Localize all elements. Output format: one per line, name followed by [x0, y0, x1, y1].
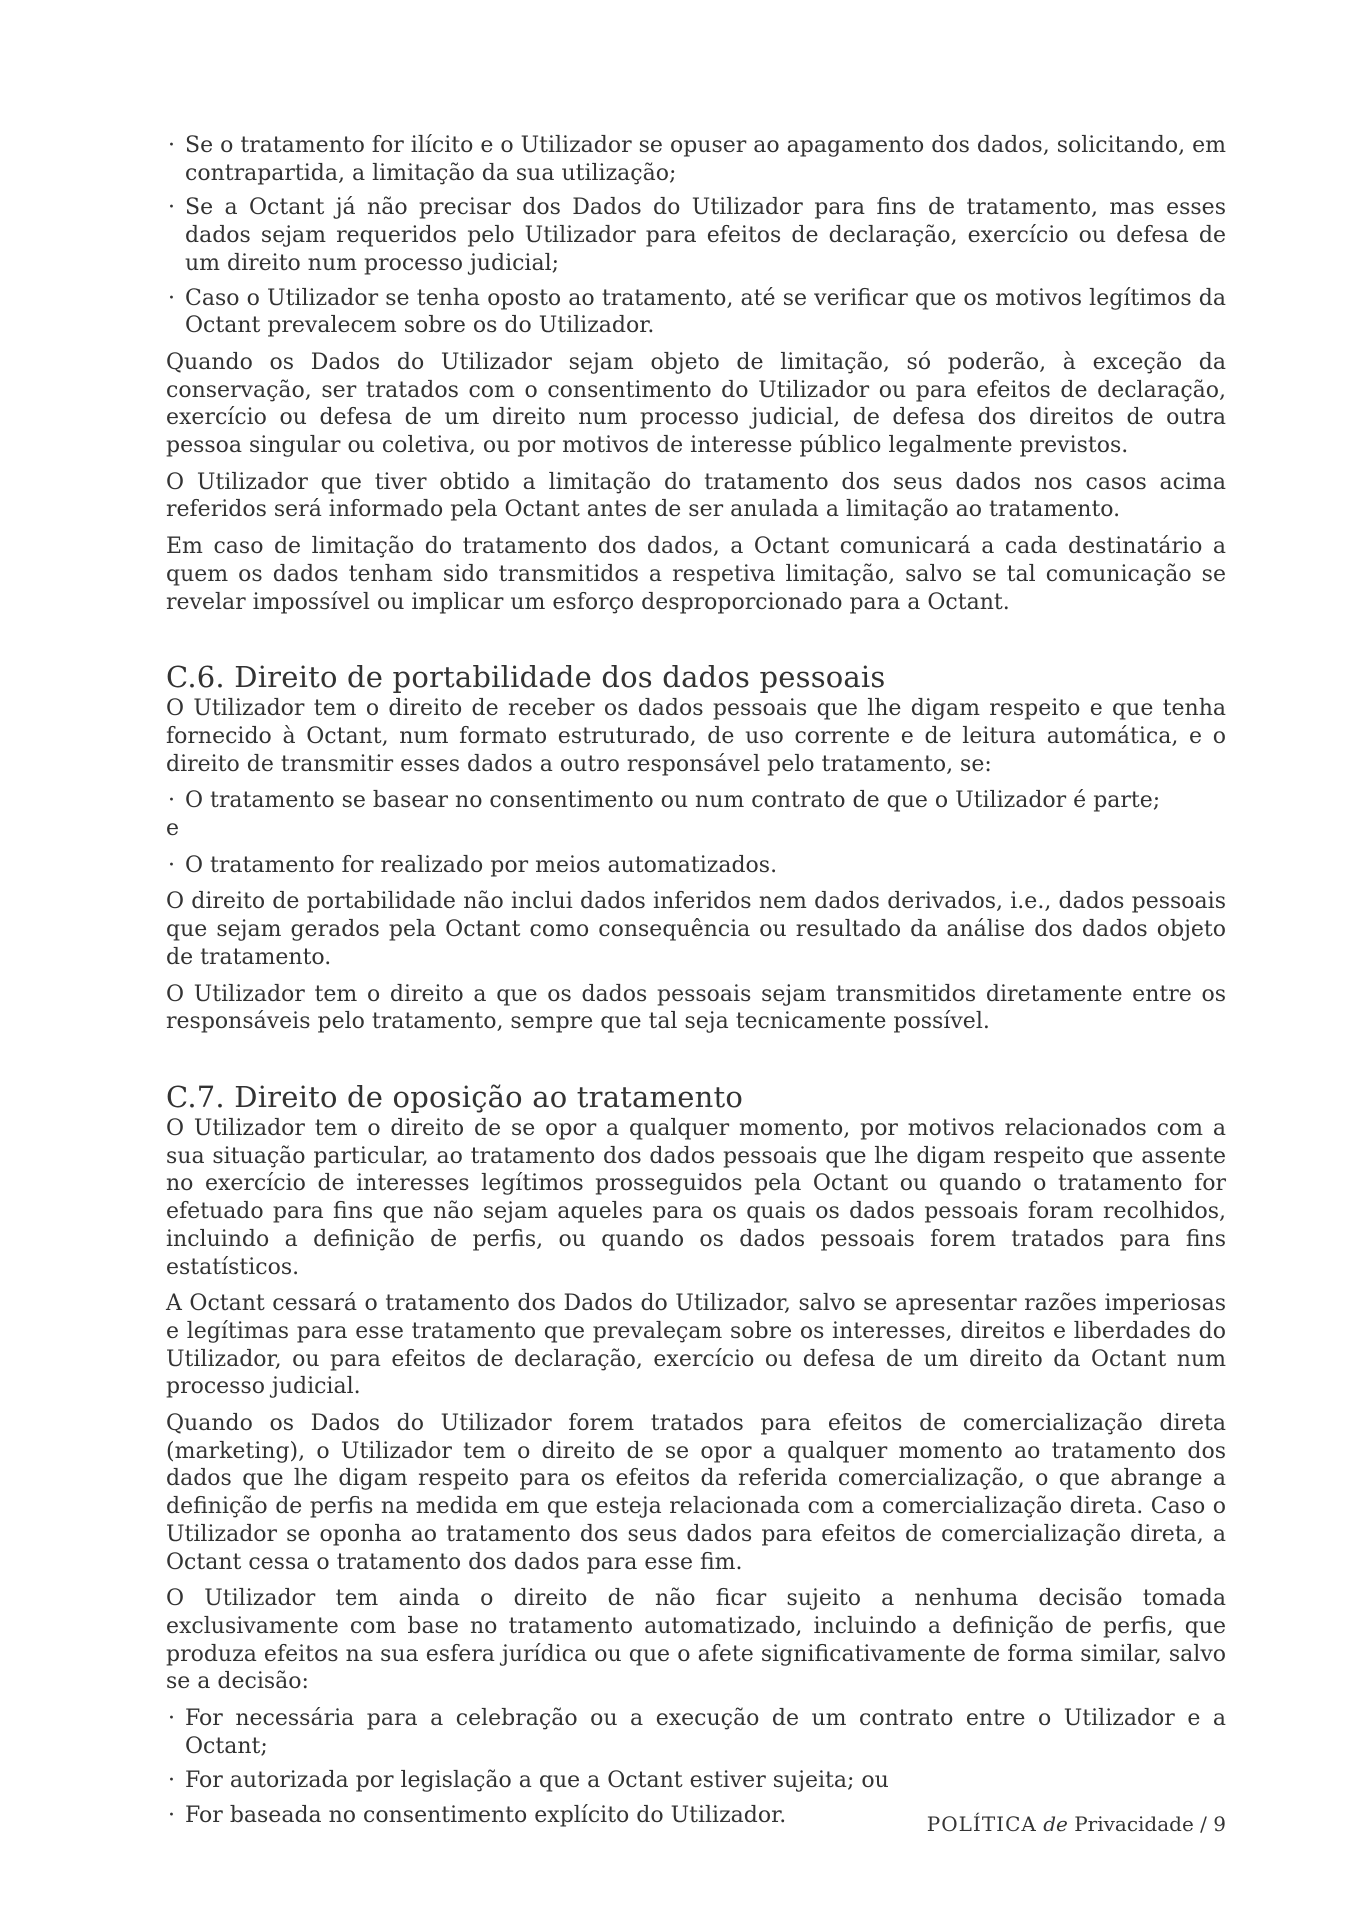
- paragraph: O Utilizador tem o direito a que os dados pessoais sejam transmitidos diretamente entre os responsáveis pelo tratamento, sempre que tal seja tecnicamente possível.: [166, 981, 1226, 1035]
- list-item-text: O tratamento for realizado por meios automatizados.: [185, 852, 778, 878]
- list-item-text: For baseada no consentimento explícito do Utilizador.: [185, 1803, 787, 1829]
- paragraph: O Utilizador tem o direito de receber os dados pessoais que lhe digam respeito e que tenha fornecido à Octant, num formato estruturado, de uso corrente e de leitura automática, e o direito de transmitir esses dados a outro responsável pelo tratamento, se:: [166, 696, 1226, 777]
- portability-conditions-list: [166, 787, 1226, 815]
- paragraph: O Utilizador tem ainda o direito de não ficar sujeito a nenhuma decisão tomada exclusivamente com base no tratamento automatizado, incluindo a definição de perfis, que produza efeitos na sua esfera jurídica ou que o afete significativamente de forma similar, salvo se a decisão:: [166, 1586, 1226, 1695]
- bullet-icon: ·: [168, 1706, 175, 1732]
- paragraph: A Octant cessará o tratamento dos Dados do Utilizador, salvo se apresentar razões imperiosas e legítimas para esse tratamento que prevaleçam sobre os interesses, direitos e liberdades do Utilizador, ou para efeitos de declaração, exercício ou defesa de um direito da Octant num processo judicial.: [166, 1291, 1226, 1400]
- bullet-icon: ·: [168, 285, 175, 311]
- list-item: [166, 1705, 1226, 1760]
- bullet-icon: ·: [168, 1803, 175, 1829]
- bullet-icon: ·: [168, 195, 175, 221]
- paragraph: Em caso de limitação do tratamento dos dados, a Octant comunicará a cada destinatário a quem os dados tenham sido transmitidos a respetiva limitação, salvo se tal comunicação se revelar impossível ou implicar um esforço desproporcionado para a Octant.: [166, 534, 1226, 615]
- list-item: [166, 852, 1226, 880]
- footer-page-number: 9: [1213, 1812, 1226, 1836]
- bullet-icon: ·: [168, 788, 175, 814]
- footer-divider: /: [1200, 1812, 1207, 1836]
- list-connector-text: e: [166, 816, 180, 842]
- bullet-icon: ·: [168, 133, 175, 158]
- list-item: [166, 285, 1226, 340]
- paragraph: O Utilizador que tiver obtido a limitação do tratamento dos seus dados nos casos acima referidos será informado pela Octant antes de ser anulada a limitação ao tratamento.: [166, 469, 1226, 523]
- list-item: [166, 1767, 1226, 1795]
- paragraph: O Utilizador tem o direito de se opor a qualquer momento, por motivos relacionados com a sua situação particular, ao tratamento dos dados pessoais que lhe digam respeito que assente no exercício de interesses legítimos prosseguidos pela Octant ou quando o tratamento for efetuado para fins que não sejam aqueles para os quais os dados pessoais foram recolhidos, incluindo a definição de perfis, ou quando os dados pessoais forem tratados para fins estatísticos.: [166, 1115, 1226, 1280]
- list-item: [166, 194, 1226, 277]
- list-item-text: Se o tratamento for ilícito e o Utilizador se opuser ao apagamento dos dados, solicitando, em contrapartida, a limitação da sua utilização;: [185, 133, 1226, 186]
- list-item-text: Se a Octant já não precisar dos Dados do Utilizador para fins de tratamento, mas esses dados sejam requeridos pelo Utilizador para efeitos de declaração, exercício ou defesa de um direito num processo judicial;: [185, 195, 1226, 276]
- limitation-cases-list: [166, 132, 1226, 340]
- list-item-text: O tratamento se basear no consentimento ou num contrato de que o Utilizador é parte;: [185, 788, 1161, 814]
- footer-doc-title: POLÍTICA: [926, 1812, 1037, 1836]
- list-item-text: For autorizada por legislação a que a Octant estiver sujeita; ou: [185, 1768, 889, 1794]
- list-item: [166, 787, 1226, 815]
- footer-doc-title-rest: Privacidade: [1074, 1812, 1194, 1836]
- list-item: [166, 132, 1226, 187]
- paragraph: O direito de portabilidade não inclui dados inferidos nem dados derivados, i.e., dados pessoais que sejam gerados pela Octant como consequência ou resultado da análise dos dados objeto de tratamento.: [166, 889, 1226, 970]
- section-heading-c6: C.6. Direito de portabilidade dos dados pessoais: [166, 660, 886, 695]
- list-item-text: Caso o Utilizador se tenha oposto ao tratamento, até se verificar que os motivos legítimos da Octant prevalecem sobre os do Utilizador.: [185, 285, 1226, 339]
- portability-conditions-list-2: [166, 852, 1226, 880]
- bullet-icon: ·: [168, 852, 175, 878]
- paragraph: Quando os Dados do Utilizador sejam objeto de limitação, só poderão, à exceção da conservação, ser tratados com o consentimento do Utilizador ou para efeitos de declaração, exercício ou defesa de um direito num processo judicial, de defesa dos direitos de outra pessoa singular ou coletiva, ou por motivos de interesse público legalmente previstos.: [166, 349, 1226, 459]
- paragraph: Quando os Dados do Utilizador forem tratados para efeitos de comercialização direta (marketing), o Utilizador tem o direito de se opor a qualquer momento ao tratamento dos dados que lhe digam respeito para os efeitos da referida comercialização, o que abrange a definição de perfis na medida em que esteja relacionada com a comercialização direta. Caso o Utilizador se oponha ao tratamento dos seus dados para efeitos de comercialização direta, a Octant cessa o tratamento dos dados para esse fim.: [166, 1411, 1226, 1575]
- page-footer: [927, 1811, 1226, 1837]
- footer-doc-title-de: de: [1043, 1812, 1068, 1836]
- document-page: [166, 132, 1226, 1830]
- section-heading-c7: C.7. Direito de oposição ao tratamento: [166, 1079, 743, 1114]
- list-item-text: For necessária para a celebração ou a execução de um contrato entre o Utilizador e a Octant;: [185, 1706, 1226, 1759]
- bullet-icon: ·: [168, 1768, 175, 1794]
